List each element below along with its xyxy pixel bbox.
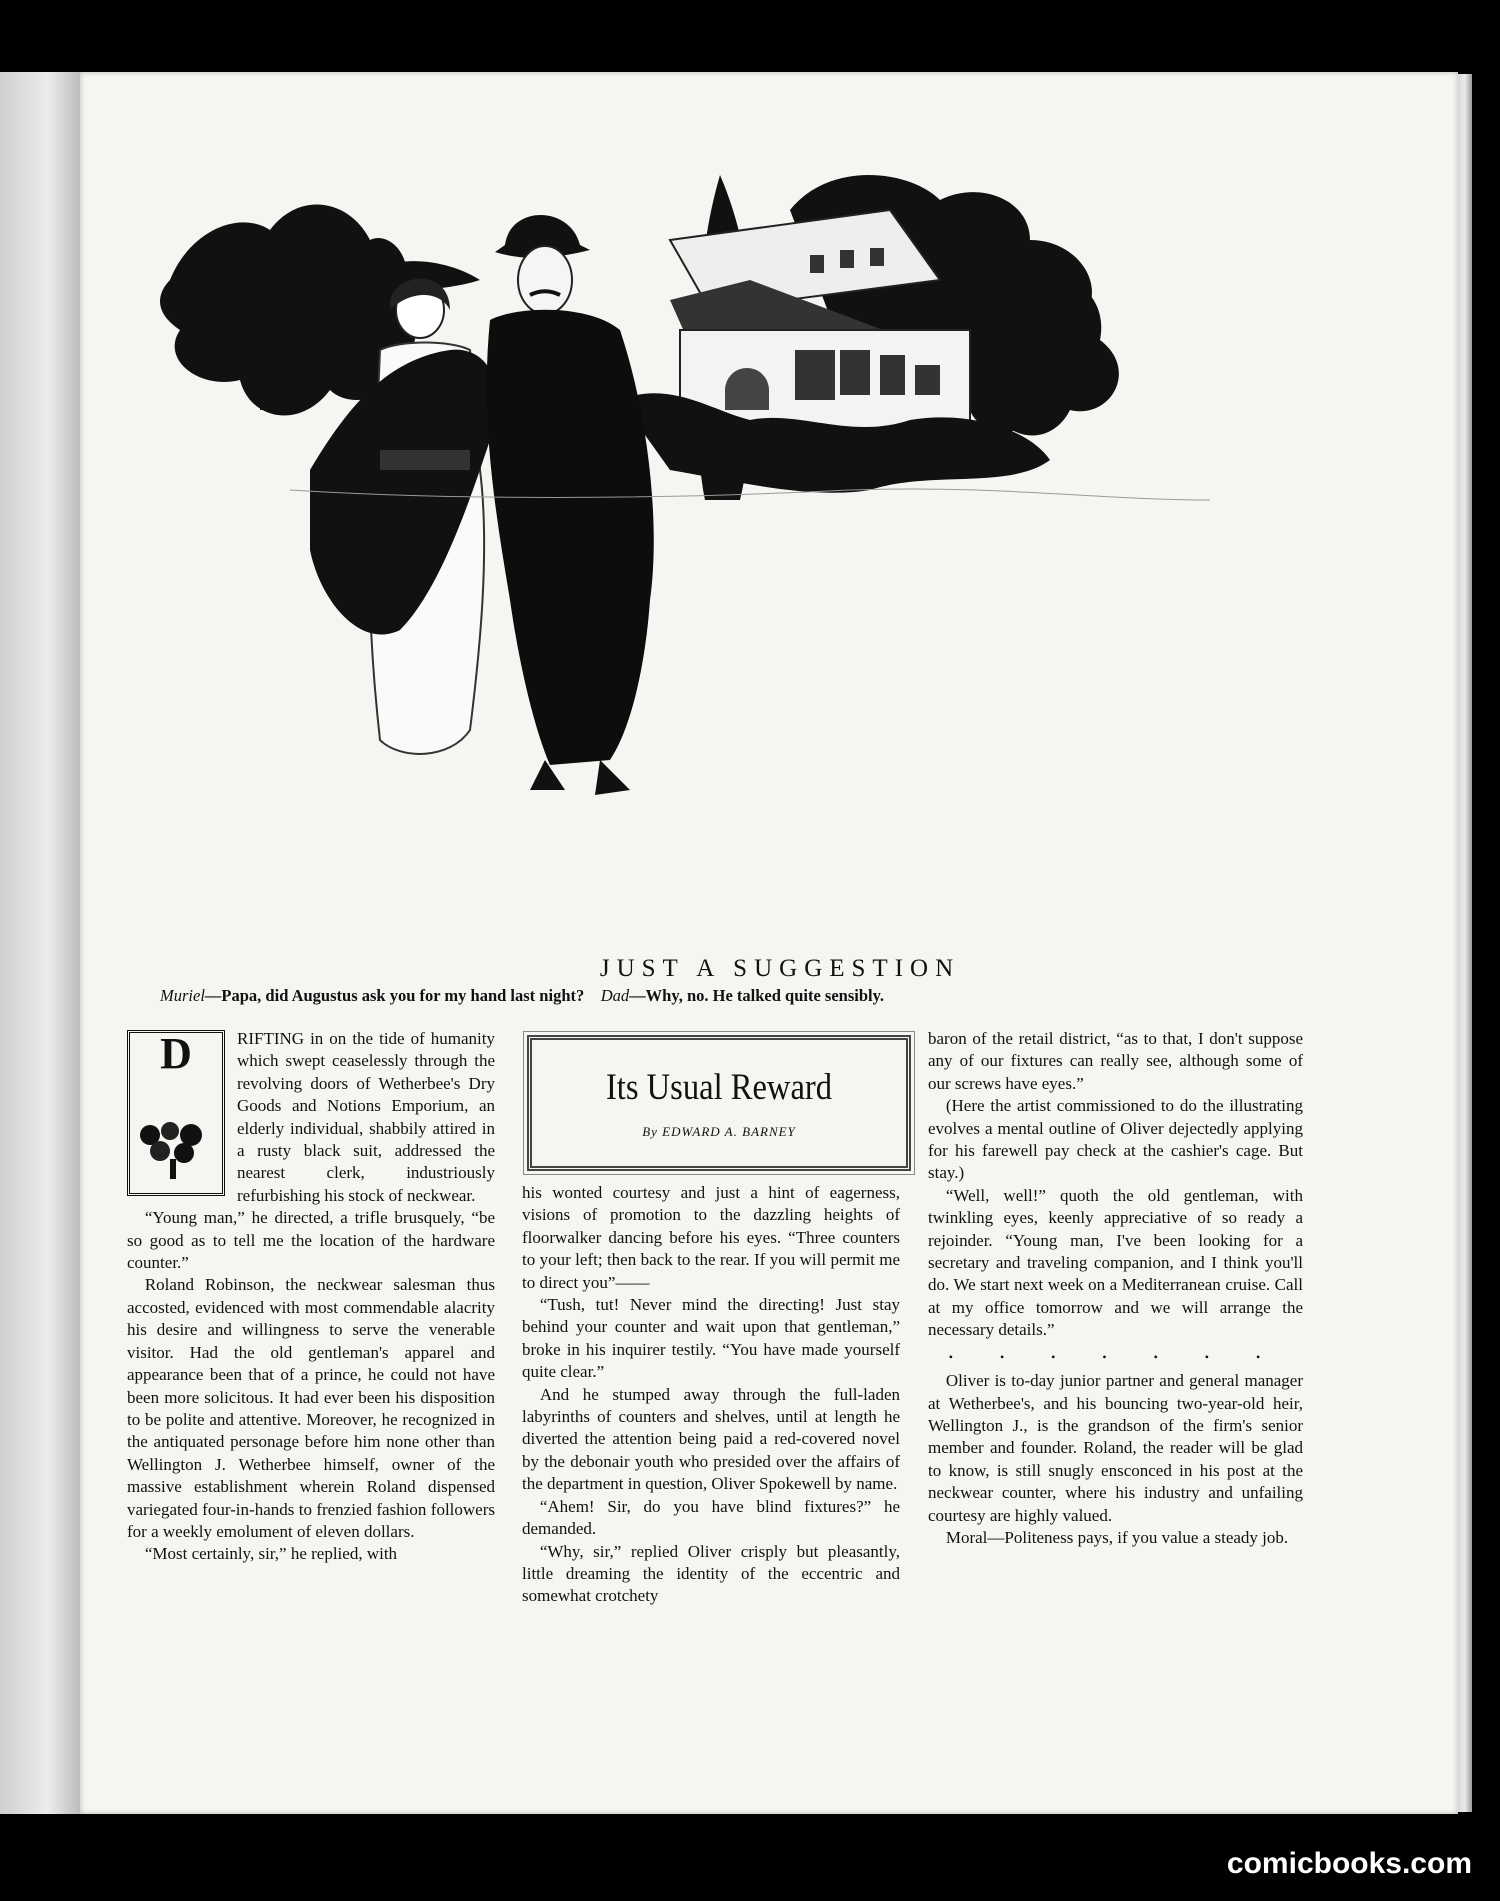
paragraph: “Why, sir,” replied Oliver crisply but pleasantly, little dreaming the identity of the eccentric and somewhat crotchety — [522, 1541, 900, 1606]
caption-line-muriel: —Papa, did Augustus ask you for my hand last night? — [204, 986, 585, 1005]
paragraph: “Most certainly, sir,” he replied, with — [144, 1544, 398, 1564]
paragraph: “Tush, tut! Never mind the directing! Just stay behind your counter and wait upon that gentleman,” broke in his inquirer testily. “You have made yourself quite clear.” — [522, 1295, 900, 1382]
trees-left — [160, 205, 415, 416]
story-title-box — [527, 1035, 911, 1171]
paragraph: Roland Robinson, the neckwear salesman thus accosted, evidenced with most commendable alacrity his desire and willingness to serve the venerable visitor. Had the old gentleman's apparel and appearance been that of a prince, he could not have been more solicitous. It had ever been his disposition to be polite and attentive. Moreover, he recognized in the antiquated personage before him none other than Wellington J. Wetherbee himself, owner of the massive establishment wherein Roland dispensed variegated four-in-hands to frenzied fashion followers for a weekly emolument of eleven dollars. — [127, 1275, 495, 1541]
page-edge — [1458, 74, 1472, 1812]
paragraph: (Here the artist commissioned to do the illustrating evolves a mental outline of Oliver dejectedly applying for his farewell pay check at the cashier's cage. But stay.) — [928, 1096, 1303, 1183]
drop-cap-box — [127, 1030, 225, 1196]
paragraph: And he stumped away through the full-laden labyrinths of counters and shelves, until at length he diverted the attention being paid a red-covered novel by the debonair youth who presided over the affairs of the department in question, Oliver Spokewell by name. — [522, 1384, 900, 1494]
paragraph: “Well, well!” quoth the old gentleman, with twinkling eyes, keenly appreciative of so ready a rejoinder. “Young man, I've been looking for a secretary and traveling companion, and I think you'll do. We start next week on a Mediterranean cruise. Call at my office tomorrow and we will arrange the necessary details.” — [928, 1185, 1303, 1340]
paragraph: “Young man,” he directed, a trifle brusquely, “be so good as to tell me the location of the hardware counter.” — [127, 1208, 495, 1273]
story-title: Its Usual Reward — [605, 1067, 833, 1108]
section-break-dots: • • • • • • • — [948, 1349, 1283, 1364]
drop-cap-ornament — [136, 1121, 212, 1181]
binding-gutter — [0, 72, 80, 1814]
paragraph: Moral—Politeness pays, if you value a steady job. — [945, 1527, 1289, 1547]
drop-cap-letter: D — [160, 1029, 192, 1078]
story-column-3 — [928, 1028, 1303, 1549]
paragraph: Oliver is to-day junior partner and general manager at Wetherbee's, and his bouncing two-year-old heir, Wellington J., is the grandson of the firm's senior member and founder. Roland, the reader will be glad to know, is still snugly ensconced in his post at the neckwear counter, where his industry and unfailing courtesy are highly valued. — [928, 1371, 1303, 1525]
cartoon-caption-title: JUST A SUGGESTION — [599, 955, 961, 982]
paragraph: “Ahem! Sir, do you have blind fixtures?” he demanded. — [522, 1496, 900, 1539]
paragraph: baron of the retail district, “as to that, I don't suppose any of our fixtures can really see, although some of our screws have eyes.” — [928, 1029, 1303, 1093]
caption-line-dad: —Why, no. He talked quite sensibly. — [629, 986, 885, 1005]
paragraph: his wonted courtesy and just a hint of eagerness, visions of promotion to the dazzling heights of floorwalker dancing before his eyes. “Three counters to your left; then back to the rear. If you will permit me to direct you”—— — [522, 1183, 900, 1292]
watermark: comicbooks.com — [1226, 1847, 1472, 1880]
man-figure — [487, 215, 654, 795]
story-column-2 — [522, 1182, 900, 1608]
story-byline: By EDWARD A. BARNEY — [642, 1124, 796, 1139]
illustration-couple-before-house — [150, 170, 1260, 940]
caption-speaker-muriel: Muriel — [160, 986, 205, 1005]
cartoon-caption-dialogue — [160, 986, 1460, 1006]
paragraph: RIFTING in on the tide of humanity which swept ceaselessly through the revolving doors of Wetherbee's Dry Goods and Notions Emporium, an elderly individual, shabbily attired in a rusty black suit, addressed the nearest clerk, industriously refurbishing his stock of neckwear. — [237, 1029, 495, 1205]
story-column-1 — [127, 1028, 495, 1566]
caption-speaker-dad: Dad — [600, 986, 630, 1005]
